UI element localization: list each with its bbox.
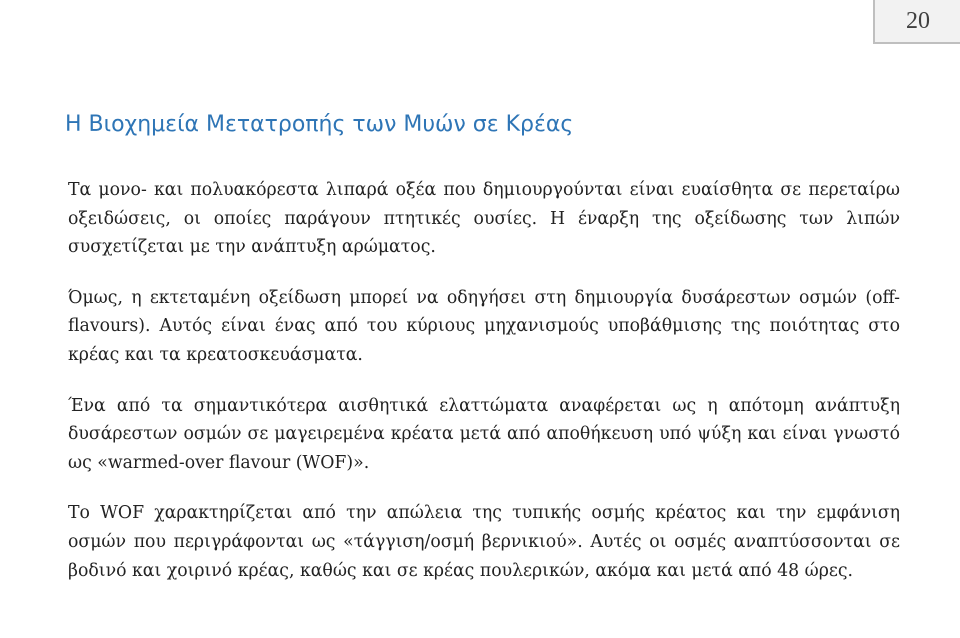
paragraph-4: Το WOF χαρακτηρίζεται από την απώλεια της τυπικής οσμής κρέατος και την εμφάνιση οσμών που περιγράφονται ως «τάγγιση/οσμή βερνικιού». Αυτές οι οσμές αναπτύσσονται σε βοδινό και χοιρινό κρέας, καθώς και σε κρέας πουλερικών, ακόμα και μετά από 48 ώρες. <box>68 503 900 581</box>
paragraph-2: Όμως, η εκτεταμένη οξείδωση μπορεί να οδηγήσει στη δημιουργία δυσάρεστων οσμών (off-flavours). Αυτός είναι ένας από του κύριους μηχανισμούς υποβάθμισης της ποιότητας στο κρέας και τα κρεατοσκευάσματα. <box>68 287 900 365</box>
paragraph-3: Ένα από τα σημαντικότερα αισθητικά ελαττώματα αναφέρεται ως η απότομη ανάπτυξη δυσάρεστων οσμών σε μαγειρεμένα κρέατα μετά από αποθήκευση υπό ψύξη και είναι γνωστό ως «warmed-over flavour (WOF)». <box>68 395 900 473</box>
paragraph-1: Τα μονο- και πολυακόρεστα λιπαρά οξέα που δημιουργούνται είναι ευαίσθητα σε περεταίρω οξειδώσεις, οι οποίες παράγουν πτητικές ουσίες. Η έναρξη της οξείδωσης των λιπών συσχετίζεται με την ανάπτυξη αρώματος. <box>68 180 900 258</box>
slide-body <box>68 176 900 607</box>
page-number: 20 <box>906 8 930 34</box>
slide-title: Η Βιοχημεία Μετατροπής των Μυών σε Κρέας <box>65 112 574 137</box>
page-number-box <box>873 0 960 44</box>
